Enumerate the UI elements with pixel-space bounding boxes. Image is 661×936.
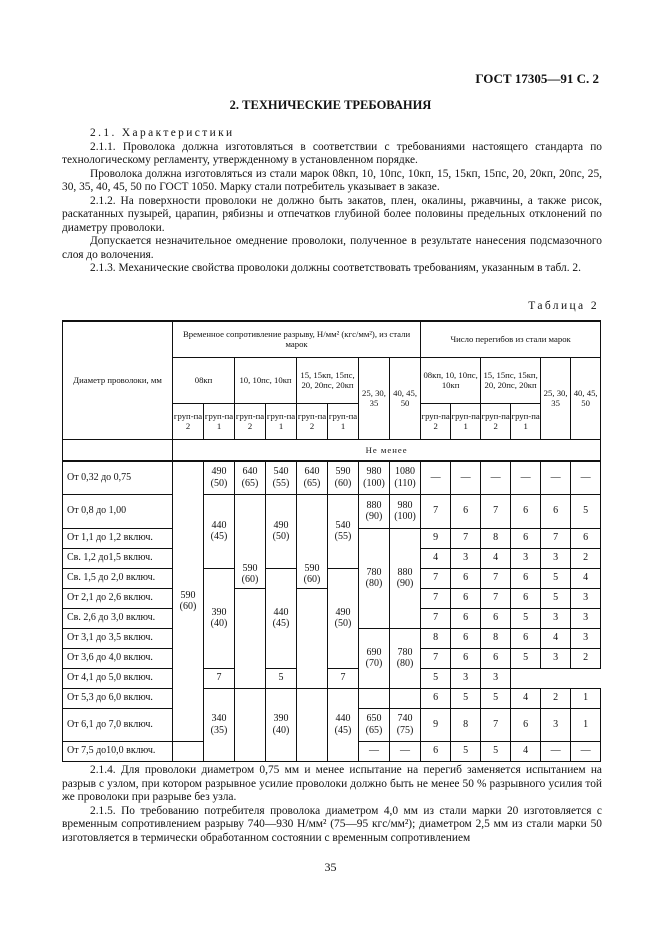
- paragraph-2-1-4: 2.1.4. Для проволоки диаметром 0,75 мм и менее испытание на перегиб заменяется испытанием на разрыв с узлом, при котором разрывное усилие проволоки должно быть не менее 50 % разрывного усилия той же проволоки при разрыве без узла.: [62, 764, 602, 803]
- bend-value: 4: [421, 548, 451, 568]
- row-diameter: От 2,1 до 2,6 включ.: [63, 588, 173, 608]
- paragraph-2-1-5: 2.1.5. По требованию потребителя проволока диаметром 4,0 мм из стали марки 20 изготовляется с временным сопротивлением разрыву 740—930 Н/мм² (75—95 кгс/мм²); диаметром 2,5 мм из стали марки 50 изготовляется в термически обработанном состоянии с временным сопротивлением: [62, 804, 602, 844]
- header-bend-08: 08кп, 10, 10пс, 10кп: [421, 357, 481, 403]
- bend-value: 3: [511, 548, 541, 568]
- paragraph-2-1-1: 2.1.1. Проволока должна изготовляться в соответствии с требованиями настоящего стандарта по технологическому регламенту, утвержденному в установленном порядке.: [62, 140, 602, 166]
- bend-value: 7: [421, 588, 451, 608]
- cell-25: 980 (100): [359, 461, 390, 494]
- cell-15-g2: [297, 688, 328, 761]
- header-steel-08kp: 08кп: [173, 357, 235, 403]
- cell-40: 740 (75): [390, 708, 421, 741]
- header-bend-40: 40, 45, 50: [571, 357, 601, 439]
- cell-25: [359, 688, 390, 708]
- bend-value: 6: [511, 568, 541, 588]
- bend-value: 5: [421, 668, 451, 688]
- bend-value: 9: [421, 708, 451, 741]
- header-spacer: [63, 439, 173, 461]
- bend-value: 6: [571, 528, 601, 548]
- bend-value: —: [571, 741, 601, 761]
- bend-value: 7: [421, 648, 451, 668]
- header-group-1: груп-па 1: [266, 403, 297, 439]
- cell-25: 780 (80): [359, 528, 390, 628]
- cell-40: 1080 (110): [390, 461, 421, 494]
- bend-value: 3: [451, 668, 481, 688]
- cell-10-g1: 390 (40): [266, 688, 297, 761]
- bend-value: 3: [481, 668, 511, 688]
- bend-value: 6: [511, 588, 541, 608]
- bend-value: 3: [571, 588, 601, 608]
- header-group-1: груп-па 1: [511, 403, 541, 439]
- row-diameter: От 6,1 до 7,0 включ.: [63, 708, 173, 741]
- cell-25: 880 (90): [359, 494, 390, 528]
- bend-value: 3: [571, 628, 601, 648]
- header-bends: Число перегибов из стали марок: [421, 321, 601, 357]
- row-diameter: Св. 1,5 до 2,0 включ.: [63, 568, 173, 588]
- bend-value: 4: [511, 741, 541, 761]
- cell-15-g1: 590 (60): [328, 461, 359, 494]
- cell-08kp-g1: 340 (35): [204, 688, 235, 761]
- section-title: 2. ТЕХНИЧЕСКИЕ ТРЕБОВАНИЯ: [229, 98, 432, 112]
- bend-value: 6: [481, 648, 511, 668]
- paragraph-2-1-3: 2.1.3. Механические свойства проволоки должны соответствовать требованиям, указанным в табл. 2.: [90, 262, 581, 274]
- cell-40: 880 (90): [390, 528, 421, 628]
- cell-10-g2: [235, 688, 266, 761]
- bend-value: 5: [451, 688, 481, 708]
- bend-value: 6: [451, 588, 481, 608]
- bend-value: 5: [541, 588, 571, 608]
- bend-value: 3: [451, 548, 481, 568]
- header-steel-10: 10, 10пс, 10кп: [235, 357, 297, 403]
- bend-value: 7: [541, 528, 571, 548]
- bend-value: 5: [481, 688, 511, 708]
- cell-15-g2: 640 (65): [297, 461, 328, 494]
- bend-value: 8: [421, 628, 451, 648]
- bend-value: —: [511, 461, 541, 494]
- header-group-2: груп-па 2: [481, 403, 511, 439]
- header-steel-15: 15, 15кп, 15пс, 20, 20пс, 20кп: [297, 357, 359, 403]
- row-diameter: От 0,8 до 1,00: [63, 494, 173, 528]
- bend-value: 6: [481, 608, 511, 628]
- cell-10-g1: 440 (45): [266, 568, 297, 668]
- cell-15-g1: 490 (50): [328, 568, 359, 668]
- header-group-2: груп-па 2: [173, 403, 204, 439]
- cell-08kp-g2: [173, 741, 204, 761]
- paragraph-2-1-2: 2.1.2. На поверхности проволоки не должно быть закатов, плен, окалины, ржавчины, а также рисок, раскатанных пузырей, царапин, рябизны и отпечатков глубиной более половины предельных отклонений по диаметру проволоки.: [62, 194, 602, 234]
- mechanical-properties-table: [62, 320, 601, 762]
- bend-value: 5: [266, 668, 297, 688]
- bend-value: 3: [571, 608, 601, 628]
- header-not-less: Не менее: [173, 439, 601, 461]
- bend-value: 6: [451, 628, 481, 648]
- cell-10-g1: 490 (50): [266, 494, 297, 568]
- bend-value: 6: [511, 708, 541, 741]
- bend-value: 7: [204, 668, 235, 688]
- paragraph-2-1: 2.1. Характеристики: [90, 127, 235, 139]
- bend-value: 1: [571, 688, 601, 708]
- header-group-2: груп-па 2: [297, 403, 328, 439]
- cell-10-g2: [235, 588, 266, 688]
- bend-value: 7: [421, 568, 451, 588]
- bend-value: 4: [511, 688, 541, 708]
- header-steel-25: 25, 30, 35: [359, 357, 390, 439]
- document-header: ГОСТ 17305—91 С. 2: [475, 71, 599, 86]
- bend-value: 4: [541, 628, 571, 648]
- cell-25: 690 (70): [359, 628, 390, 688]
- bend-value: 6: [421, 741, 451, 761]
- bend-value: 6: [421, 688, 451, 708]
- cell-15-g2: [297, 588, 328, 688]
- bend-value: 2: [571, 648, 601, 668]
- row-diameter: От 7,5 до10,0 включ.: [63, 741, 173, 761]
- row-diameter: От 4,1 до 5,0 включ.: [63, 668, 173, 688]
- bend-value: 6: [451, 494, 481, 528]
- cell-25: 650 (65): [359, 708, 390, 741]
- paragraph-coating: Допускается незначительное омеднение проволоки, полученное в результате нанесения подсмазочного слоя до волочения.: [62, 235, 602, 261]
- bend-value: 7: [421, 608, 451, 628]
- bend-value: 5: [541, 568, 571, 588]
- bend-value: 6: [541, 494, 571, 528]
- cell-15-g1: 440 (45): [328, 688, 359, 761]
- bend-value: 4: [481, 548, 511, 568]
- row-diameter: От 1,1 до 1,2 включ.: [63, 528, 173, 548]
- row-diameter: От 3,1 до 3,5 включ.: [63, 628, 173, 648]
- bend-value: —: [481, 461, 511, 494]
- header-group-1: груп-па 1: [204, 403, 235, 439]
- bend-value: 5: [481, 741, 511, 761]
- bend-value: 9: [421, 528, 451, 548]
- bend-value: —: [451, 461, 481, 494]
- cell-08kp-g1: 390 (40): [204, 568, 235, 668]
- page-number: 35: [324, 860, 337, 874]
- bend-value: 2: [541, 688, 571, 708]
- cell-15-g2: 590 (60): [297, 494, 328, 588]
- header-diameter: Диаметр проволоки, мм: [63, 321, 173, 439]
- cell-40: [390, 688, 421, 708]
- cell-15-g1: 540 (55): [328, 494, 359, 568]
- text-block-bottom: [62, 764, 602, 845]
- bend-value: 3: [541, 608, 571, 628]
- bend-value: 5: [571, 494, 601, 528]
- cell-08kp-g1: 440 (45): [204, 494, 235, 568]
- bend-value: 8: [451, 708, 481, 741]
- cell-10-g2: 590 (60): [235, 494, 266, 588]
- cell-40: —: [390, 741, 421, 761]
- bend-value: 6: [511, 528, 541, 548]
- cell-10-g2: 640 (65): [235, 461, 266, 494]
- bend-value: 4: [571, 568, 601, 588]
- bend-value: 7: [328, 668, 359, 688]
- bend-value: 5: [511, 648, 541, 668]
- row-diameter: Св. 2,6 до 3,0 включ.: [63, 608, 173, 628]
- row-diameter: От 0,32 до 0,75: [63, 461, 173, 494]
- bend-value: 2: [571, 548, 601, 568]
- bend-value: —: [541, 461, 571, 494]
- header-group-1: груп-па 1: [451, 403, 481, 439]
- bend-value: 7: [481, 494, 511, 528]
- bend-value: 3: [541, 548, 571, 568]
- bend-value: 8: [481, 628, 511, 648]
- bend-value: 6: [511, 494, 541, 528]
- table-label: Таблица 2: [528, 300, 599, 312]
- row-diameter: От 3,6 до 4,0 включ.: [63, 648, 173, 668]
- bend-value: 3: [541, 708, 571, 741]
- cell-08kp-g2: 590 (60): [173, 461, 204, 741]
- header-group-2: груп-па 2: [235, 403, 266, 439]
- bend-value: 7: [481, 708, 511, 741]
- bend-value: 7: [421, 494, 451, 528]
- bend-value: 7: [481, 568, 511, 588]
- text-block-top: [62, 127, 602, 276]
- row-diameter: Св. 1,2 до1,5 включ.: [63, 548, 173, 568]
- bend-value: —: [541, 741, 571, 761]
- bend-value: 7: [451, 528, 481, 548]
- bend-value: 6: [451, 568, 481, 588]
- cell-10-g1: 540 (55): [266, 461, 297, 494]
- header-bend-15: 15, 15пс, 15кп, 20, 20пс, 20кп: [481, 357, 541, 403]
- bend-value: 6: [511, 628, 541, 648]
- cell-08kp-g1: 490 (50): [204, 461, 235, 494]
- bend-value: 6: [451, 648, 481, 668]
- bend-value: —: [571, 461, 601, 494]
- bend-value: 3: [541, 648, 571, 668]
- header-group-2: груп-па 2: [421, 403, 451, 439]
- bend-value: 5: [451, 741, 481, 761]
- bend-value: 6: [451, 608, 481, 628]
- cell-40: 780 (80): [390, 628, 421, 688]
- header-strength: Временное сопротивление разрыву, Н/мм² (кгс/мм²), из стали марок: [173, 321, 421, 357]
- header-group-1: груп-па 1: [328, 403, 359, 439]
- row-diameter: От 5,3 до 6,0 включ.: [63, 688, 173, 708]
- bend-value: 1: [571, 708, 601, 741]
- bend-value: 7: [481, 588, 511, 608]
- header-bend-25: 25, 30, 35: [541, 357, 571, 439]
- cell-40: 980 (100): [390, 494, 421, 528]
- bend-value: 8: [481, 528, 511, 548]
- header-steel-40: 40, 45, 50: [390, 357, 421, 439]
- bend-value: 5: [511, 608, 541, 628]
- cell-25: —: [359, 741, 390, 761]
- paragraph-steel-grades: Проволока должна изготовляться из стали марок 08кп, 10, 10пс, 10кп, 15, 15кп, 15пс, 20, 20кп, 20пс, 25, 30, 35, 40, 45, 50 по ГОСТ 1050. Марку стали потребитель указывает в заказе.: [62, 167, 602, 193]
- bend-value: —: [421, 461, 451, 494]
